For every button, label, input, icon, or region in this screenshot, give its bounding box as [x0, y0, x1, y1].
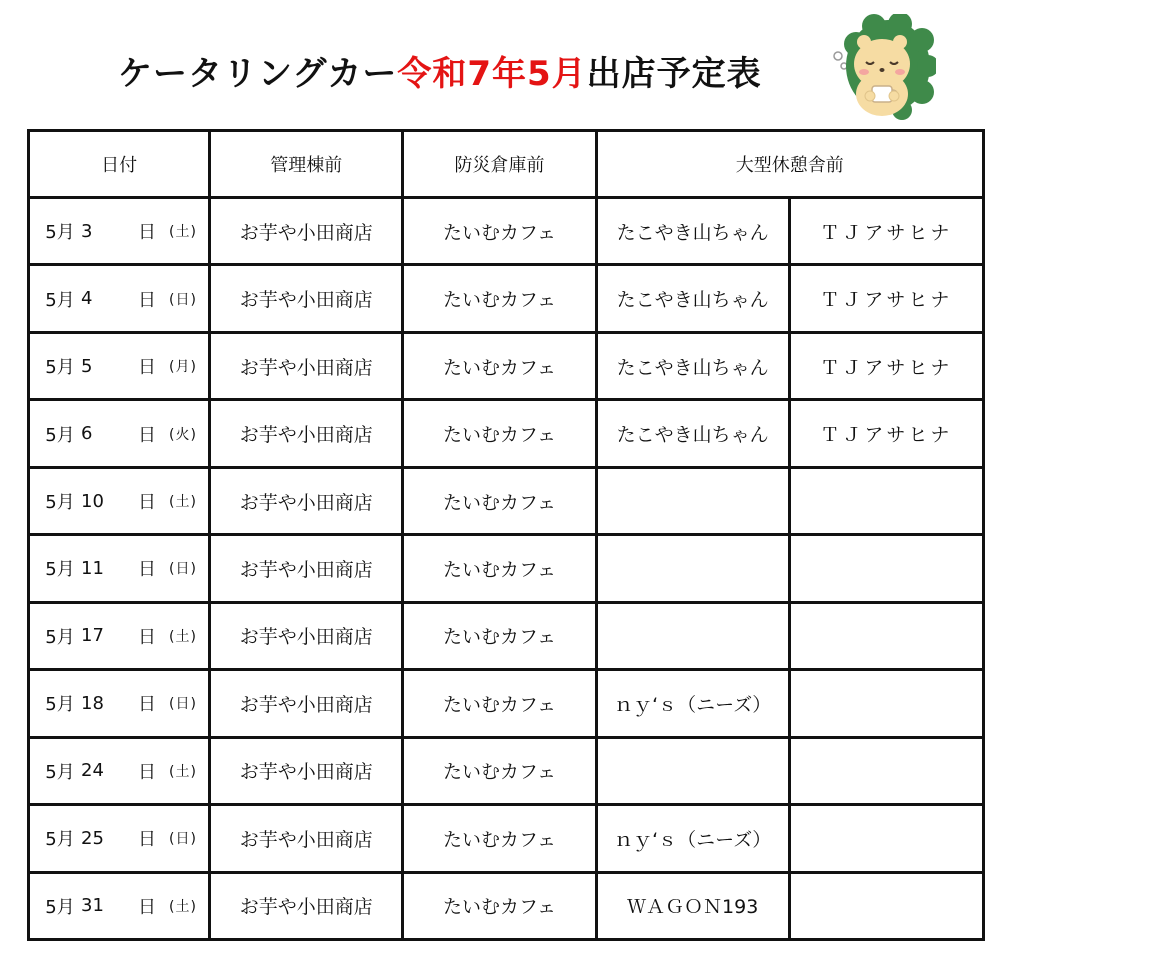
rest-area-vendor-1: たこやき山ちゃん	[596, 400, 789, 467]
date-month: 5月	[45, 761, 75, 783]
date-weekday: (月)	[169, 359, 197, 376]
table-row	[29, 872, 984, 939]
date-day: 10	[81, 490, 104, 512]
disaster-storage-vendor: たいむカフェ	[403, 602, 596, 669]
disaster-storage-vendor: たいむカフェ	[403, 400, 596, 467]
management-building-vendor: お芋や小田商店	[210, 602, 403, 669]
rest-area-vendor-1: たこやき山ちゃん	[596, 332, 789, 399]
date-month: 5月	[45, 357, 75, 379]
date-month: 5月	[45, 222, 75, 244]
date-day-suffix: 日	[138, 289, 156, 311]
date-day: 4	[81, 288, 93, 310]
date-cell	[29, 198, 210, 265]
hedgehog-mascot-icon	[826, 14, 936, 120]
date-day: 11	[81, 557, 104, 579]
date-weekday: (日)	[169, 561, 197, 578]
rest-area-vendor-2: ＴＪアサヒナ	[789, 265, 983, 332]
rest-area-vendor-2: ＴＪアサヒナ	[789, 332, 983, 399]
date-weekday: (日)	[169, 291, 197, 308]
date-day: 18	[81, 692, 104, 714]
table-row	[29, 265, 984, 332]
catering-schedule-table	[27, 129, 985, 941]
header-date: 日付	[29, 131, 210, 198]
date-month: 5月	[45, 626, 75, 648]
page-title	[118, 38, 818, 102]
date-day: 24	[81, 760, 104, 782]
date-day-suffix: 日	[138, 761, 156, 783]
rest-area-vendor-1: たこやき山ちゃん	[596, 198, 789, 265]
date-day-suffix: 日	[138, 626, 156, 648]
rest-area-vendor-2: ＴＪアサヒナ	[789, 198, 983, 265]
rest-area-vendor-1	[596, 535, 789, 602]
date-day-suffix: 日	[138, 694, 156, 716]
disaster-storage-vendor: たいむカフェ	[403, 467, 596, 534]
rest-area-vendor-2: ＴＪアサヒナ	[789, 400, 983, 467]
table-row	[29, 670, 984, 737]
title-date: 令和7年5月	[397, 53, 587, 94]
date-month: 5月	[45, 289, 75, 311]
rest-area-vendor-1: ＷＡＧＯＮ193	[596, 872, 789, 939]
date-cell	[29, 670, 210, 737]
header-large-rest-area: 大型休憩舎前	[596, 131, 983, 198]
date-day-suffix: 日	[138, 357, 156, 379]
schedule-body	[29, 198, 984, 940]
disaster-storage-vendor: たいむカフェ	[403, 872, 596, 939]
rest-area-vendor-2	[789, 467, 983, 534]
rest-area-vendor-1	[596, 737, 789, 804]
rest-area-vendor-1: ｎｙ‘ｓ（ニーズ）	[596, 670, 789, 737]
header-management-building: 管理棟前	[210, 131, 403, 198]
disaster-storage-vendor: たいむカフェ	[403, 737, 596, 804]
rest-area-vendor-1	[596, 602, 789, 669]
management-building-vendor: お芋や小田商店	[210, 198, 403, 265]
table-row	[29, 467, 984, 534]
disaster-storage-vendor: たいむカフェ	[403, 265, 596, 332]
management-building-vendor: お芋や小田商店	[210, 805, 403, 872]
rest-area-vendor-2	[789, 535, 983, 602]
date-cell	[29, 602, 210, 669]
management-building-vendor: お芋や小田商店	[210, 670, 403, 737]
date-weekday: (日)	[169, 696, 197, 713]
title-schedule: 出店予定表	[586, 53, 762, 94]
rest-area-vendor-2	[789, 602, 983, 669]
date-day: 17	[81, 625, 104, 647]
date-cell	[29, 265, 210, 332]
management-building-vendor: お芋や小田商店	[210, 737, 403, 804]
disaster-storage-vendor: たいむカフェ	[403, 332, 596, 399]
rest-area-vendor-2	[789, 737, 983, 804]
date-day-suffix: 日	[138, 896, 156, 918]
date-cell	[29, 872, 210, 939]
table-row	[29, 737, 984, 804]
table-row	[29, 400, 984, 467]
date-weekday: (土)	[169, 494, 197, 511]
date-weekday: (土)	[169, 628, 197, 645]
rest-area-vendor-2	[789, 872, 983, 939]
date-day-suffix: 日	[138, 559, 156, 581]
rest-area-vendor-2	[789, 670, 983, 737]
date-day: 25	[81, 827, 104, 849]
date-weekday: (日)	[169, 831, 197, 848]
date-weekday: (火)	[169, 426, 197, 443]
date-month: 5月	[45, 424, 75, 446]
management-building-vendor: お芋や小田商店	[210, 400, 403, 467]
table-row	[29, 198, 984, 265]
date-day: 3	[81, 220, 93, 242]
date-cell	[29, 467, 210, 534]
date-weekday: (土)	[169, 224, 197, 241]
disaster-storage-vendor: たいむカフェ	[403, 805, 596, 872]
date-month: 5月	[45, 896, 75, 918]
date-day-suffix: 日	[138, 424, 156, 446]
rest-area-vendor-2	[789, 805, 983, 872]
management-building-vendor: お芋や小田商店	[210, 332, 403, 399]
disaster-storage-vendor: たいむカフェ	[403, 535, 596, 602]
date-day-suffix: 日	[138, 222, 156, 244]
date-cell	[29, 535, 210, 602]
date-weekday: (土)	[169, 898, 197, 915]
table-row	[29, 602, 984, 669]
management-building-vendor: お芋や小田商店	[210, 535, 403, 602]
date-day: 6	[81, 423, 93, 445]
date-cell	[29, 737, 210, 804]
disaster-storage-vendor: たいむカフェ	[403, 670, 596, 737]
rest-area-vendor-1: たこやき山ちゃん	[596, 265, 789, 332]
date-month: 5月	[45, 559, 75, 581]
date-day: 31	[81, 895, 104, 917]
date-cell	[29, 805, 210, 872]
date-month: 5月	[45, 829, 75, 851]
management-building-vendor: お芋や小田商店	[210, 872, 403, 939]
date-cell	[29, 400, 210, 467]
rest-area-vendor-1: ｎｙ‘ｓ（ニーズ）	[596, 805, 789, 872]
table-header-row	[29, 131, 984, 198]
table-row	[29, 805, 984, 872]
date-day: 5	[81, 355, 93, 377]
title-catering-car: ケータリングカー	[118, 53, 398, 94]
header-disaster-storage: 防災倉庫前	[403, 131, 596, 198]
management-building-vendor: お芋や小田商店	[210, 467, 403, 534]
management-building-vendor: お芋や小田商店	[210, 265, 403, 332]
date-month: 5月	[45, 492, 75, 514]
date-cell	[29, 332, 210, 399]
table-row	[29, 535, 984, 602]
date-day-suffix: 日	[138, 492, 156, 514]
date-day-suffix: 日	[138, 829, 156, 851]
date-month: 5月	[45, 694, 75, 716]
date-weekday: (土)	[169, 763, 197, 780]
disaster-storage-vendor: たいむカフェ	[403, 198, 596, 265]
table-row	[29, 332, 984, 399]
rest-area-vendor-1	[596, 467, 789, 534]
